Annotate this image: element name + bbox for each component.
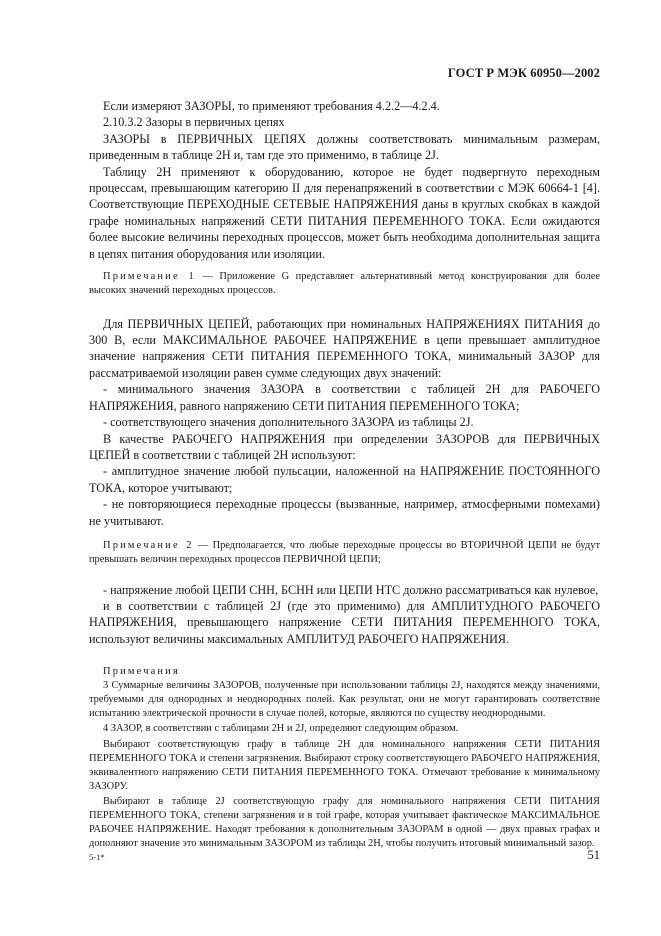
sheet-mark: 5-1* — [89, 852, 105, 862]
list-item: - соответствующего значения дополнительного ЗАЗОРА из таблицы 2J. — [103, 415, 474, 430]
note-4: 4 ЗАЗОР, в соответствии с таблицами 2H и 2J, определяют следующим образом. — [103, 723, 459, 735]
note-label: Примечание 1 — [103, 271, 196, 283]
note-text: — Предполагается, что любые переходные процессы во ВТОРИЧНОЙ ЦЕПИ не будут превышать величин переходных процессов ПЕРВИЧНОЙ ЦЕПИ; — [89, 539, 600, 565]
document-header: ГОСТ Р МЭК 60950—2002 — [447, 66, 600, 80]
note-paragraph: Выбирают в таблице 2J соответствующую графу для номинального напряжения СЕТИ ПИТАНИЯ ПЕРЕМЕННОГО ТОКА, степени загрязнения и в той графе, которая учитывает фактическое МАКСИМАЛЬНОЕ РАБОЧЕЕ НАПРЯЖЕНИЕ. Находят требования к дополнительным ЗАЗОРАМ в одной — двух правых графах и дополняют значение это минимальным ЗАЗОРОМ из таблицы 2H, чтобы получить итоговый минимальный зазор. — [89, 796, 600, 849]
notes-title: Примечания — [103, 666, 180, 678]
list-item: - минимального значения ЗАЗОРА в соответствии с таблицей 2H для РАБОЧЕГО НАПРЯЖЕНИЯ, равного напряжению СЕТИ ПИТАНИЯ ПЕРЕМЕННОГО ТОКА; — [89, 382, 600, 413]
note-2 — [89, 539, 600, 567]
paragraph: Если измеряют ЗАЗОРЫ, то применяют требования 4.2.2—4.2.4. — [103, 99, 440, 113]
note-paragraph: Выбирают соответствующую графу в таблице 2H для номинального напряжения СЕТИ ПИТАНИЯ ПЕРЕМЕННОГО ТОКА и степени загрязнения. Выбирают строку соответствующего РАБОЧЕГО НАПРЯЖЕНИЯ, эквивалентного напряжению СЕТИ ПИТАНИЯ ПЕРЕМЕННОГО ТОКА. Отмечают требование к минимальному ЗАЗОРУ. — [89, 739, 600, 792]
list-item: - амплитудное значение любой пульсации, наложенной на НАПРЯЖЕНИЕ ПОСТОЯННОГО ТОКА, которое учитывают; — [89, 464, 600, 495]
paragraph: ЗАЗОРЫ в ПЕРВИЧНЫХ ЦЕПЯХ должны соответствовать минимальным размерам, приведенным в таблице 2H и, там где это применимо, в таблице 2J. — [89, 131, 600, 163]
note-1 — [89, 270, 600, 298]
note-3: 3 Суммарные величины ЗАЗОРОВ, полученные при использовании таблицы 2J, находятся между значениями, требуемыми для однородных и неоднородных полей. Как результат, они не могут гарантировать соответствие испытанию электрической прочности в случае полей, которые, являются по существу неоднородными. — [89, 679, 600, 719]
page-number: 51 — [587, 848, 600, 862]
paragraph: Таблицу 2H применяют к оборудованию, которое не будет подвергнуто переходным процессам, превышающим категорию II для перенапряжений в соответствии с МЭК 60664-1 [4]. Соответствующие ПЕРЕХОДНЫЕ СЕТЕВЫЕ НАПРЯЖЕНИЯ даны в круглых скобках в каждой графе номинальных напряжений СЕТИ ПИТАНИЯ ПЕРЕМЕННОГО ТОКА. Если ожидаются более высокие величины переходных процессов, может быть необходима дополнительная защита в цепях питания оборудования или изоляции. — [89, 164, 600, 261]
page-body — [89, 98, 600, 851]
list-item: - не повторяющиеся переходные процессы (вызванные, например, атмосферными помехами) не учитывают. — [89, 497, 600, 528]
note-label: Примечание 2 — [103, 539, 194, 551]
note-text: — Приложение G представляет альтернативный метод конструирования для более высоких значений переходных процессов. — [89, 271, 601, 296]
paragraph: В качестве РАБОЧЕГО НАПРЯЖЕНИЯ при определении ЗАЗОРОВ для ПЕРВИЧНЫХ ЦЕПЕЙ в соответствии с таблицей 2H используют: — [89, 431, 600, 462]
section-heading: 2.10.3.2 Зазоры в первичных цепях — [103, 115, 285, 130]
paragraph: и в соответствии с таблицей 2J (где это применимо) для АМПЛИТУДНОГО РАБОЧЕГО НАПРЯЖЕНИЯ, превышающего напряжение СЕТИ ПИТАНИЯ ПЕРЕМЕННОГО ТОКА, используют величины максимальных АМПЛИТУД РАБОЧЕГО НАПРЯЖЕНИЯ. — [89, 598, 600, 646]
list-item: - напряжение любой ЦЕПИ СНН, БСНН или ЦЕПИ НТС должно рассматриваться как нулевое, — [103, 582, 599, 597]
paragraph: Для ПЕРВИЧНЫХ ЦЕПЕЙ, работающих при номинальных НАПРЯЖЕНИЯХ ПИТАНИЯ до 300 В, если МАКСИМАЛЬНОЕ РАБОЧЕЕ НАПРЯЖЕНИЕ в цепи превышает амплитудное значение напряжения СЕТИ ПИТАНИЯ ПЕРЕМЕННОГО ТОКА, минимальный ЗАЗОР для рассматриваемой изоляции равен сумме следующих двух значений: — [89, 316, 600, 380]
